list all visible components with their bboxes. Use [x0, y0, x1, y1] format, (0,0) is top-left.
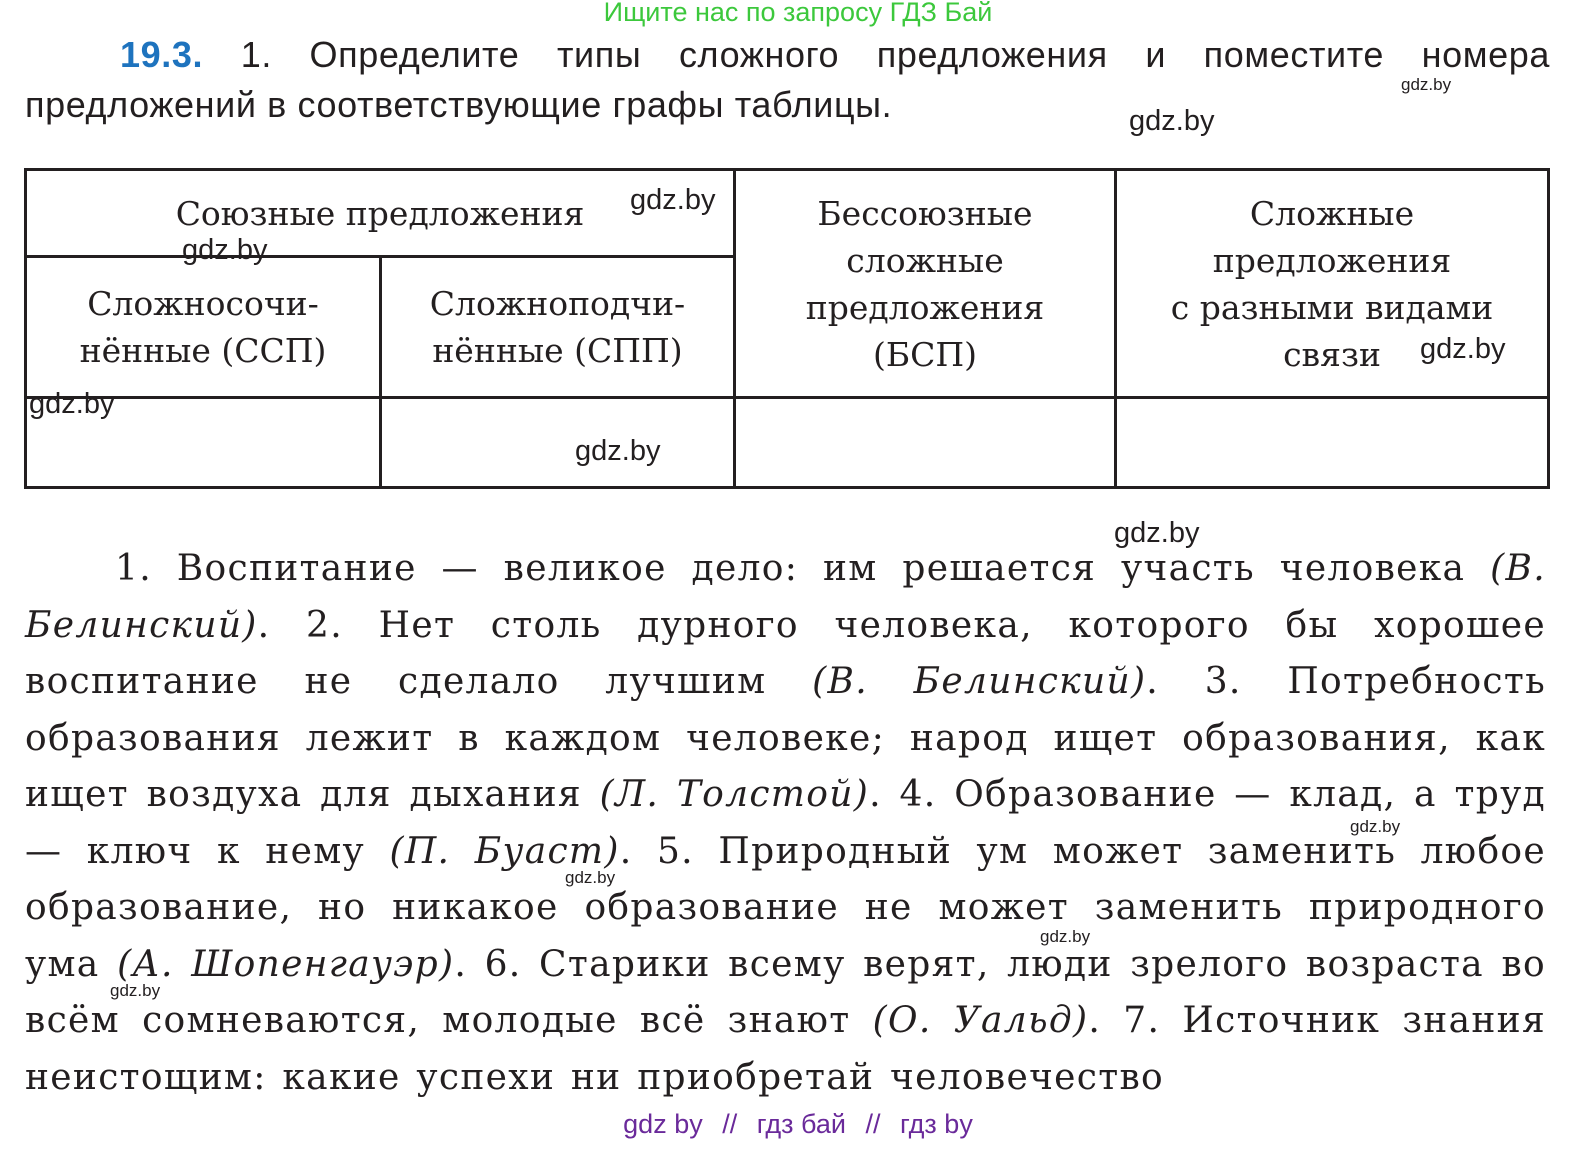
- header-bsp-line: (БСП): [872, 334, 978, 374]
- sentence-author: (В. Белинский): [25, 548, 1546, 646]
- watermark: gdz.by: [1420, 333, 1506, 365]
- watermark: gdz.by: [630, 184, 716, 216]
- sentence-author: (В. Белинский): [812, 661, 1147, 702]
- answer-cell-bsp[interactable]: [735, 398, 1116, 488]
- footer-separator: //: [722, 1109, 738, 1139]
- watermark: gdz.by: [1040, 927, 1091, 946]
- answer-cell-mixed[interactable]: [1116, 398, 1549, 488]
- header-conjunctive: [26, 170, 735, 257]
- answer-cell-spp[interactable]: [381, 398, 735, 488]
- sentence-author: (А. Шопенгауэр): [117, 943, 455, 985]
- header-mixed-line: связи: [1283, 334, 1381, 374]
- header-conjunctive-label: Союзные предложения: [175, 193, 585, 233]
- header-ssp-line: нённые (ССП): [79, 331, 327, 370]
- header-mixed-line: Сложные: [1249, 193, 1415, 233]
- header-spp-line: Сложноподчи-: [429, 284, 686, 323]
- task-text: 1. Определите типы сложного предложения и поместите номера предложений в соответствующие графы таблицы.: [25, 34, 1550, 125]
- task-number: 19.3.: [120, 34, 204, 75]
- sentence-text: . 4. Образование — клад, а труд — ключ к нему: [25, 774, 1547, 872]
- header-bsp: [735, 170, 1116, 398]
- sentence-text: . 6. Старики всему верят, люди зрелого возраста во всём сомневаются, молодые всё знают: [25, 943, 1546, 1041]
- header-spp: [381, 257, 735, 398]
- header-mixed-line: предложения: [1212, 240, 1452, 280]
- sentence-text: . 2. Нет столь дурного человека, которого бы хорошее воспитание не сделало лучшим: [25, 604, 1546, 702]
- header-bsp-line: сложные: [846, 240, 1004, 280]
- header-ssp-line: Сложносочи-: [87, 284, 319, 323]
- task-statement: [25, 30, 1550, 130]
- watermark: gdz.by: [565, 868, 616, 887]
- sentence-author: (О. Уальд): [872, 1000, 1089, 1041]
- footer-link[interactable]: гдз by: [900, 1109, 973, 1139]
- sentence-text: 1. Воспитание — великое дело: им решается участь человека: [115, 548, 1466, 589]
- header-ssp: [26, 257, 381, 398]
- watermark: gdz.by: [1350, 817, 1401, 836]
- footer-separator: //: [865, 1109, 881, 1139]
- header-mixed-line: с разными видами: [1170, 287, 1494, 327]
- footer-links: [0, 1109, 1596, 1140]
- sentence-author: (Л. Толстой): [599, 774, 870, 815]
- top-banner: Ищите нас по запросу ГДЗ Бай: [603, 0, 993, 27]
- sentence-author: (П. Буаст): [389, 830, 620, 872]
- header-bsp-line: предложения: [805, 287, 1045, 327]
- header-spp-line: нённые (СПП): [432, 331, 683, 370]
- watermark: gdz.by: [182, 234, 268, 266]
- watermark: gdz.by: [29, 388, 115, 420]
- watermark: gdz.by: [575, 435, 661, 467]
- sentence-text: . 7. Источник знания неистощим: какие успехи ни приобретай человечество: [25, 1000, 1546, 1098]
- classification-table: [24, 168, 1550, 489]
- watermark: gdz.by: [1401, 75, 1452, 94]
- header-bsp-line: Бессоюзные: [817, 193, 1033, 233]
- sentences-text: [25, 541, 1546, 1106]
- watermark: gdz.by: [1129, 105, 1215, 137]
- footer-link[interactable]: гдз бай: [756, 1109, 846, 1139]
- watermark: gdz.by: [1114, 517, 1200, 549]
- footer-link[interactable]: gdz by: [623, 1109, 703, 1139]
- watermark: gdz.by: [110, 981, 161, 1000]
- sentence-text: . 5. Природный ум может заменить любое образование, но никакое образование не может заменить природного ума: [25, 830, 1546, 985]
- sentence-text: . 3. Потребность образования лежит в каждом человеке; народ ищет образования, как ищет воздуха для дыхания: [25, 661, 1546, 815]
